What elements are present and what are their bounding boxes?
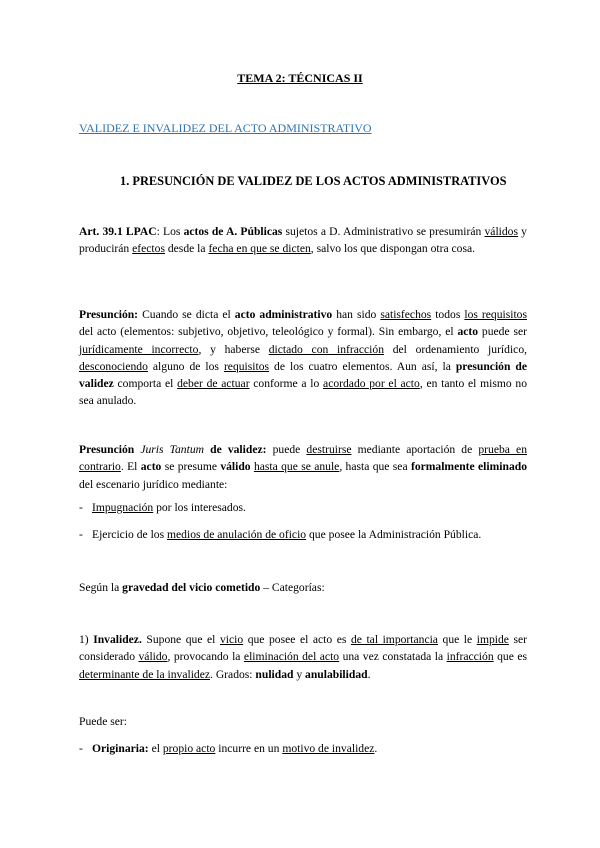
text-run: desde la — [164, 242, 209, 256]
text-run: los requisitos — [464, 308, 527, 321]
text-run: de los cuatro elementos. Aun así, la — [269, 359, 456, 373]
text-run: formalmente eliminado — [410, 460, 527, 474]
text-run: . Grados: — [210, 667, 256, 681]
list-dash: - — [79, 742, 83, 755]
text-run: , en tanto el mismo no sea anulado. — [79, 377, 528, 408]
text-run: 1) — [79, 633, 94, 646]
paragraph-presuncion — [79, 306, 527, 410]
list-dash: - — [79, 501, 83, 514]
text-run: válidos — [484, 225, 518, 238]
text-run: de tal importancia — [350, 633, 438, 646]
text-run: . — [374, 742, 378, 755]
text-run: mediante aportación de — [351, 443, 479, 456]
text-run: Originaria: — [92, 742, 149, 755]
text-run: válido — [220, 460, 251, 474]
text-run: del acto (elementos: subjetivo, objetivo, teleológico y formal). Sin embargo, el — [79, 325, 458, 339]
text-run: y producirán — [79, 225, 527, 256]
page-title: TEMA 2: TÉCNICAS II — [237, 71, 363, 85]
text-run: , provocando la — [167, 650, 244, 664]
text-run: , y haberse — [198, 342, 269, 356]
text-run: una vez constatada la — [339, 650, 447, 664]
text-run: puede — [266, 443, 307, 456]
text-run: han sido — [332, 308, 381, 321]
section-link[interactable]: VALIDEZ E INVALIDEZ DEL ACTO ADMINISTRATIVO — [79, 121, 372, 135]
text-run: : Los — [156, 225, 184, 238]
text-run: acordado por el acto — [323, 377, 420, 391]
text-run: Puede ser: — [79, 715, 127, 728]
list-item-text — [92, 526, 481, 543]
text-run: que es — [493, 650, 527, 664]
text-run: Art. 39.1 LPAC — [79, 225, 157, 238]
text-run: alguno de los — [147, 359, 224, 373]
text-run: acto administrativo — [234, 308, 333, 321]
text-run: sujetos a D. Administrativo se presumirán — [282, 225, 485, 238]
text-run: satisfechos — [380, 308, 432, 321]
paragraph-gravedad — [79, 579, 527, 596]
text-run: , salvo los que dispongan otra cosa. — [310, 242, 476, 256]
text-run: el — [148, 742, 163, 755]
text-run: presunción de validez — [79, 359, 528, 391]
section-heading: 1. PRESUNCIÓN DE VALIDEZ DE LOS ACTOS ADMINISTRATIVOS — [120, 174, 507, 188]
text-run: incurre en un — [215, 742, 283, 755]
text-run: hasta que se anule — [253, 460, 340, 474]
text-run: determinante de la invalidez — [79, 667, 211, 681]
text-run: que posee la Administración Pública. — [306, 528, 482, 541]
text-run: Según la — [79, 581, 123, 594]
list-dash: - — [79, 528, 83, 541]
text-run: destruirse — [306, 443, 352, 456]
list-item-text — [92, 740, 377, 757]
paragraph-juris-tantum — [79, 441, 527, 493]
text-run: puede ser — [478, 325, 527, 339]
text-run: motivo de invalidez — [282, 742, 375, 755]
text-run: que posee el acto es — [243, 633, 351, 646]
text-run: ser considerado — [79, 633, 528, 664]
text-run: deber de actuar — [177, 377, 250, 391]
paragraph-art-39 — [79, 223, 527, 258]
text-run: impide — [476, 633, 509, 646]
text-run: Ejercicio de los — [92, 528, 168, 541]
text-run: por los interesados. — [153, 501, 246, 514]
text-run: todos — [431, 308, 465, 321]
text-run: , hasta que sea — [339, 460, 411, 474]
text-run: válido — [138, 650, 168, 664]
text-run: acto — [140, 460, 162, 474]
text-run: Juris Tantum — [140, 443, 204, 456]
text-run: gravedad del vicio cometido — [122, 581, 261, 594]
text-run: propio acto — [162, 742, 216, 755]
text-run: que le — [437, 633, 477, 646]
list-item-text — [92, 499, 246, 516]
text-run: Cuando se dicta el — [138, 308, 235, 321]
text-run: infracción — [446, 650, 494, 664]
text-run: Impugnación — [92, 501, 154, 514]
text-run: de validez: — [204, 443, 267, 456]
text-run: y — [293, 667, 306, 681]
text-run: efectos — [132, 242, 165, 256]
text-run: comporta el — [113, 377, 178, 391]
text-run: nulidad — [255, 667, 294, 681]
text-run: se presume — [161, 460, 221, 474]
text-run: eliminación del acto — [243, 650, 340, 664]
text-run: medios de anulación de oficio — [167, 528, 307, 541]
paragraph-puede-ser — [79, 713, 527, 730]
text-run: conforme a lo — [249, 377, 324, 391]
text-run: requisitos — [223, 359, 270, 373]
text-run: Presunción: — [79, 308, 139, 321]
paragraph-invalidez — [79, 631, 527, 683]
text-run: jurídicamente incorrecto — [79, 342, 199, 356]
text-run: Presunción — [79, 443, 141, 456]
text-run: desconociendo — [79, 359, 148, 373]
text-run: dictado con infracción — [268, 342, 384, 356]
text-run: del ordenamiento jurídico, — [384, 342, 528, 356]
text-run: . El — [120, 460, 141, 474]
text-run: Supone que el — [141, 633, 220, 646]
text-run: prueba en contrario — [79, 443, 527, 474]
text-run: vicio — [219, 633, 244, 646]
text-run: fecha en que se dicten — [208, 242, 311, 256]
text-run: del escenario jurídico mediante: — [79, 477, 228, 491]
text-run: actos de A. Públicas — [183, 225, 283, 238]
text-run: acto — [457, 325, 479, 339]
text-run: . — [367, 667, 371, 681]
text-run: anulabilidad — [305, 667, 368, 681]
text-run: – Categorías: — [260, 581, 325, 594]
text-run: Invalidez. — [93, 633, 142, 646]
